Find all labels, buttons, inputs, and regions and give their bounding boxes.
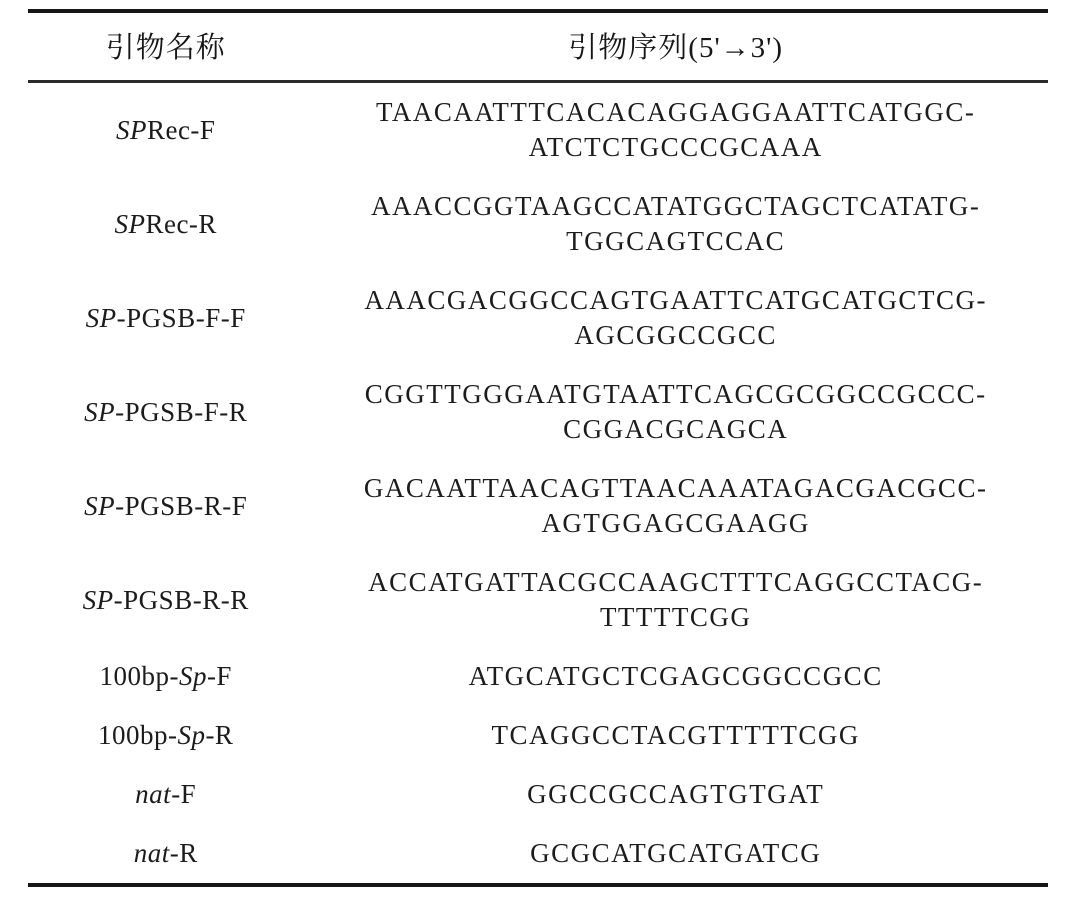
primer-sequence-cell bbox=[303, 377, 1048, 447]
primer-sequence-line: TTTTTCGG bbox=[599, 602, 752, 632]
primer-name-cell bbox=[28, 209, 303, 240]
primer-name-part: Rec-F bbox=[146, 114, 216, 145]
primer-name-italic-part: SP bbox=[85, 302, 117, 333]
primer-sequence-line: ATGCATGCTCGAGCGGCCGCC bbox=[468, 661, 883, 691]
primer-sequence-cell bbox=[303, 471, 1048, 541]
primer-sequence-line: TAACAATTTCACACAGGAGGAATTCATGGC- bbox=[376, 97, 976, 127]
primer-name-part: -R bbox=[205, 720, 234, 750]
primer-sequence-line: GCGCATGCATGATCG bbox=[530, 838, 822, 868]
primer-name-part: -F bbox=[171, 779, 197, 809]
primer-name-cell bbox=[28, 779, 303, 810]
primer-name-cell bbox=[28, 661, 303, 692]
primer-sequence-line: AAACGACGGCCAGTGAATTCATGCATGCTCG- bbox=[364, 285, 987, 315]
table-row bbox=[28, 459, 1048, 553]
primer-name-part: -R bbox=[169, 838, 198, 868]
primer-sequence-line: ATCTCTGCCCGCAAA bbox=[528, 132, 823, 162]
primer-sequence-cell bbox=[303, 565, 1048, 635]
primer-sequence-line: AAACCGGTAAGCCATATGGCTAGCTCATATG- bbox=[371, 191, 981, 221]
primer-sequence-line: TGGCAGTCCAC bbox=[566, 226, 786, 256]
primer-sequence-line: GGCCGCCAGTGTGAT bbox=[527, 779, 825, 809]
primer-sequence-cell bbox=[303, 95, 1048, 165]
primer-sequence-line: CGGTTGGGAATGTAATTCAGCGCGGCCGCCC- bbox=[364, 379, 987, 409]
table-row bbox=[28, 177, 1048, 271]
column-header-primer-sequence: 引物序列(5'→3') bbox=[568, 32, 784, 64]
primer-name-cell bbox=[28, 491, 303, 522]
primer-name-part: -PGSB-R-R bbox=[113, 584, 249, 615]
primer-sequence-line: CGGACGCAGCA bbox=[563, 414, 789, 444]
table-row bbox=[28, 647, 1048, 706]
primer-name-italic-part: Sp bbox=[178, 661, 207, 691]
primer-name-cell bbox=[28, 397, 303, 428]
primer-sequence-line: AGTGGAGCGAAGG bbox=[541, 508, 810, 538]
table-header-row bbox=[28, 13, 1048, 80]
primer-name-part: -F bbox=[206, 661, 232, 691]
primer-name-cell bbox=[28, 720, 303, 751]
primer-name-italic-part: SP bbox=[82, 584, 114, 615]
primer-name-part: -PGSB-F-R bbox=[115, 396, 248, 427]
primer-sequence-cell bbox=[303, 189, 1048, 259]
primer-sequence-cell bbox=[303, 718, 1048, 753]
primer-name-cell bbox=[28, 838, 303, 869]
primer-name-italic-part: SP bbox=[84, 396, 116, 427]
table-row bbox=[28, 765, 1048, 824]
primer-name-italic-part: nat bbox=[135, 779, 172, 809]
primer-sequence-cell bbox=[303, 777, 1048, 812]
table-row bbox=[28, 706, 1048, 765]
primer-sequence-cell bbox=[303, 836, 1048, 871]
primer-sequence-line: ACCATGATTACGCCAAGCTTTCAGGCCTACG- bbox=[368, 567, 984, 597]
table-row bbox=[28, 271, 1048, 365]
primer-sequence-line: TCAGGCCTACGTTTTTCGG bbox=[491, 720, 860, 750]
table-row bbox=[28, 553, 1048, 647]
primer-name-italic-part: SP bbox=[115, 114, 147, 145]
table-row bbox=[28, 824, 1048, 883]
primer-name-part: -PGSB-R-F bbox=[115, 490, 248, 521]
table-body bbox=[28, 83, 1048, 883]
primer-name-part: 100bp- bbox=[99, 661, 179, 691]
table-row bbox=[28, 365, 1048, 459]
primer-name-part: 100bp- bbox=[97, 720, 178, 750]
primer-name-part: -PGSB-F-F bbox=[116, 302, 246, 333]
table-bottom-border bbox=[28, 883, 1048, 887]
primer-name-cell bbox=[28, 585, 303, 616]
primer-name-cell bbox=[28, 115, 303, 146]
primer-name-italic-part: SP bbox=[84, 490, 116, 521]
primer-name-cell bbox=[28, 303, 303, 334]
primer-name-italic-part: SP bbox=[114, 208, 146, 239]
primer-name-italic-part: Sp bbox=[177, 720, 206, 750]
primer-name-part: Rec-R bbox=[145, 208, 217, 239]
primer-name-italic-part: nat bbox=[133, 838, 170, 868]
table-row bbox=[28, 83, 1048, 177]
primer-sequence-line: GACAATTAACAGTTAACAAATAGACGACGCC- bbox=[363, 473, 988, 503]
primer-sequence-cell bbox=[303, 659, 1048, 694]
column-header-primer-name: 引物名称 bbox=[105, 32, 226, 64]
primer-sequence-cell bbox=[303, 283, 1048, 353]
primer-table bbox=[28, 9, 1048, 887]
primer-sequence-line: AGCGGCCGCC bbox=[574, 320, 777, 350]
